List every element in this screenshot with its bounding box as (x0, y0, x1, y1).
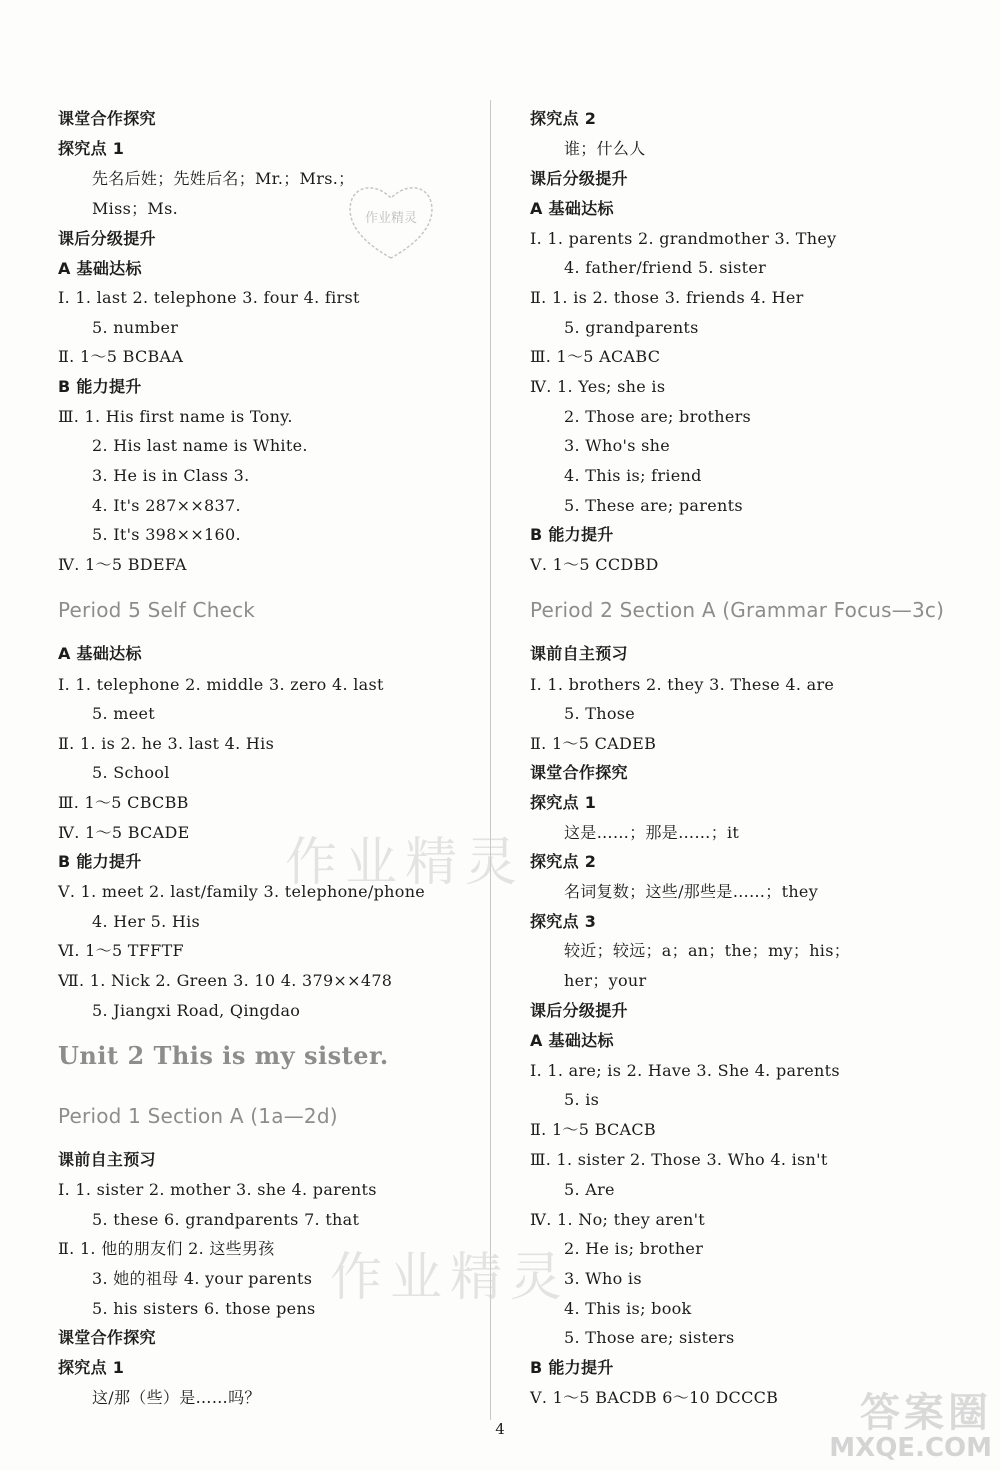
answer-line: 谁；什么人 (564, 139, 646, 158)
answer-line: 3. 她的祖母 4. your parents (92, 1269, 313, 1288)
answer-line: 4. This is; book (564, 1299, 692, 1318)
section-heading: 课后分级提升 (530, 169, 628, 188)
column-divider (490, 100, 491, 1420)
answer-line: 5. is (564, 1090, 600, 1109)
answer-line: 5. meet (92, 704, 155, 723)
answer-line: Ⅲ. 1. His first name is Tony. (58, 407, 293, 426)
section-heading: A 基础达标 (58, 259, 142, 278)
answer-line: Ⅲ. 1～5 CBCBB (58, 793, 189, 812)
answer-line: Ⅱ. 1～5 BCACB (530, 1120, 656, 1139)
answer-line: Ⅳ. 1～5 BCADE (58, 823, 190, 842)
section-heading: 探究点 3 (530, 912, 597, 931)
period-title: Period 1 Section A (1a—2d) (58, 1104, 338, 1128)
answer-line: 这是……；那是……；it (564, 823, 740, 842)
answer-line: Ⅰ. 1. are; is 2. Have 3. She 4. parents (530, 1061, 840, 1080)
section-heading: 课后分级提升 (530, 1001, 628, 1020)
answer-line: Ⅵ. 1～5 TFFTF (58, 941, 184, 960)
answer-line: 4. It's 287××837. (92, 496, 241, 515)
section-heading: A 基础达标 (530, 1031, 614, 1050)
answer-line: Ⅶ. 1. Nick 2. Green 3. 10 4. 379××478 (58, 971, 393, 990)
answer-line: 2. His last name is White. (92, 436, 308, 455)
answer-line: 3. Who's she (564, 436, 671, 455)
answer-line: 5. his sisters 6. those pens (92, 1299, 316, 1318)
answer-line: 5. number (92, 318, 179, 337)
answer-line: 4. Her 5. His (92, 912, 201, 931)
watermark-text: 作业精灵 (285, 833, 526, 893)
answer-line: 较近；较远；a；an；the；my；his； (564, 941, 851, 960)
answer-line: Ⅴ. 1. meet 2. last/family 3. telephone/phone (58, 882, 426, 901)
answer-line: 名词复数；这些/那些是……；they (564, 882, 819, 901)
section-heading: B 能力提升 (530, 525, 614, 544)
answer-line: Miss；Ms. (92, 199, 179, 218)
answer-line: 先名后姓；先姓后名；Mr.；Mrs.； (92, 169, 355, 188)
section-heading: A 基础达标 (58, 644, 142, 663)
answer-line: Ⅰ. 1. brothers 2. they 3. These 4. are (530, 675, 835, 694)
answer-line: Ⅴ. 1～5 CCDBD (530, 555, 659, 574)
answer-line: Ⅳ. 1. No; they aren't (530, 1210, 706, 1229)
answer-line: Ⅱ. 1～5 CADEB (530, 734, 657, 753)
section-heading: A 基础达标 (530, 199, 614, 218)
answer-line: Ⅴ. 1～5 BACDB 6～10 DCCCB (530, 1388, 779, 1407)
answer-line: 4. father/friend 5. sister (564, 258, 767, 277)
section-heading: 课前自主预习 (58, 1150, 156, 1169)
homework-stamp-watermark (345, 178, 437, 262)
answer-line: Ⅲ. 1. sister 2. Those 3. Who 4. isn't (530, 1150, 828, 1169)
answer-line: Ⅰ. 1. parents 2. grandmother 3. They (530, 229, 837, 248)
section-heading: 课后分级提升 (58, 229, 156, 248)
watermark-text: 作业精灵 (330, 1248, 571, 1308)
section-heading: B 能力提升 (58, 852, 142, 871)
answer-line: Ⅱ. 1. is 2. he 3. last 4. His (58, 734, 275, 753)
answer-line: 5. grandparents (564, 318, 699, 337)
answer-line: Ⅳ. 1～5 BDEFA (58, 555, 187, 574)
answer-line: Ⅱ. 1～5 BCBAA (58, 347, 184, 366)
section-heading: 探究点 1 (58, 1358, 125, 1377)
answer-line: Ⅰ. 1. last 2. telephone 3. four 4. first (58, 288, 360, 307)
section-heading: 探究点 2 (530, 852, 597, 871)
section-heading: B 能力提升 (530, 1358, 614, 1377)
answer-line: 4. This is; friend (564, 466, 702, 485)
section-heading: 课堂合作探究 (58, 109, 156, 128)
section-heading: 探究点 1 (58, 139, 125, 158)
period-title: Period 2 Section A (Grammar Focus—3c) (530, 598, 945, 622)
answer-line: her；your (564, 971, 647, 990)
answer-line: Ⅰ. 1. telephone 2. middle 3. zero 4. last (58, 675, 384, 694)
answer-line: 2. Those are; brothers (564, 407, 752, 426)
answer-line: 这/那（些）是……吗？ (92, 1388, 261, 1407)
answer-line: 5. These are; parents (564, 496, 743, 515)
logo-mark: 答案圈 (860, 1390, 992, 1436)
page-number: 4 (495, 1420, 505, 1438)
section-heading: 探究点 1 (530, 793, 597, 812)
answer-line: 5. Are (564, 1180, 615, 1199)
section-heading: 课堂合作探究 (530, 763, 628, 782)
answer-line: Ⅱ. 1. 他的朋友们 2. 这些男孩 (58, 1239, 275, 1258)
stamp-text: 作业精灵 (364, 211, 418, 226)
section-heading: 探究点 2 (530, 109, 597, 128)
section-heading: 课堂合作探究 (58, 1328, 156, 1347)
section-heading: B 能力提升 (58, 377, 142, 396)
answer-line: 5. It's 398××160. (92, 525, 241, 544)
section-heading: 课前自主预习 (530, 644, 628, 663)
answer-line: 5. Those are; sisters (564, 1328, 735, 1347)
answer-line: 5. these 6. grandparents 7. that (92, 1210, 360, 1229)
answer-line: 3. He is in Class 3. (92, 466, 250, 485)
answer-line: 5. School (92, 763, 170, 782)
answer-line: 2. He is; brother (564, 1239, 704, 1258)
period-title: Period 5 Self Check (58, 598, 256, 622)
logo-site: MXQE.COM (829, 1433, 992, 1463)
answer-line: Ⅳ. 1. Yes; she is (530, 377, 666, 396)
answer-line: Ⅰ. 1. sister 2. mother 3. she 4. parents (58, 1180, 377, 1199)
answer-line: Ⅱ. 1. is 2. those 3. friends 4. Her (530, 288, 804, 307)
answer-line: 5. Those (564, 704, 636, 723)
unit-title: Unit 2 This is my sister. (58, 1041, 389, 1070)
answer-line: 5. Jiangxi Road, Qingdao (92, 1001, 301, 1020)
site-logo-watermark (810, 1375, 1000, 1471)
answer-line: Ⅲ. 1～5 ACABC (530, 347, 661, 366)
answer-line: 3. Who is (564, 1269, 642, 1288)
